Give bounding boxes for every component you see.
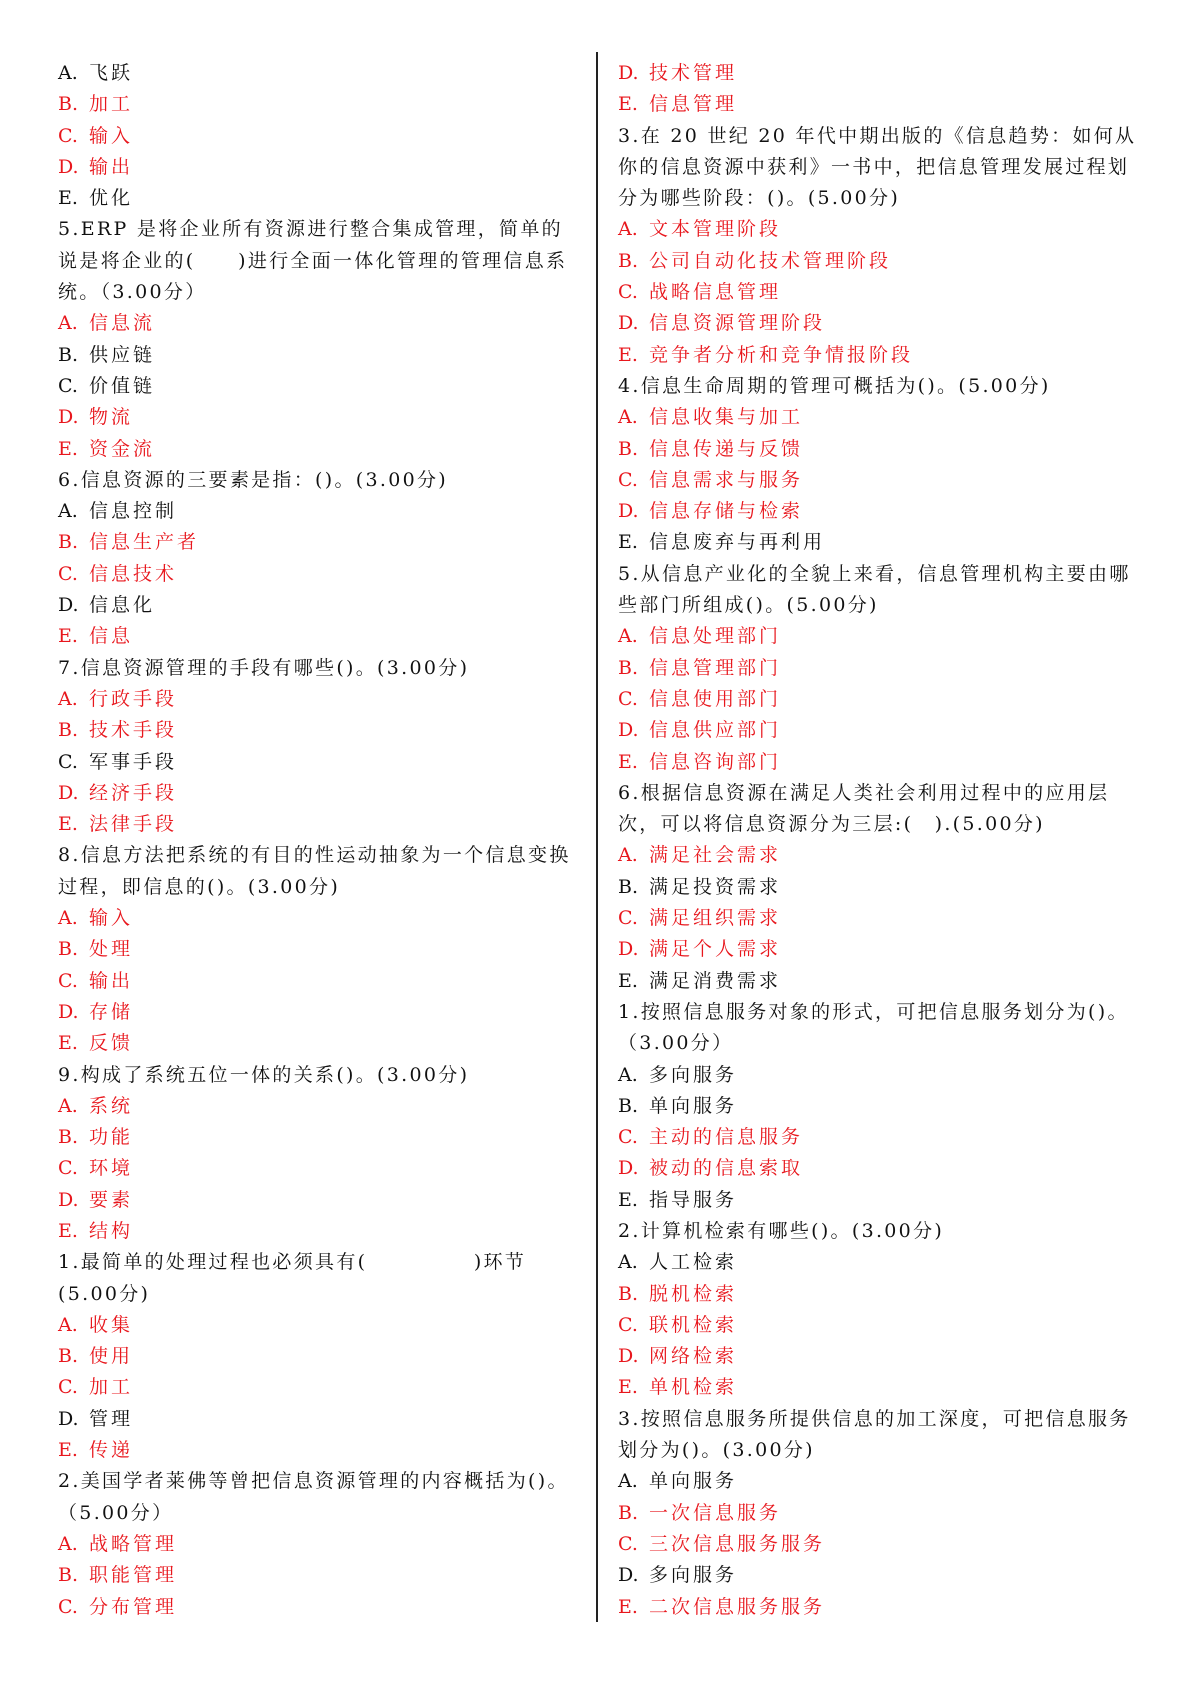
option-letter: E. xyxy=(618,969,638,992)
option xyxy=(618,527,1143,558)
question-text: 8.信息方法把系统的有目的性运动抽象为一个信息变换过程，即信息的()。(3.00分) xyxy=(58,844,571,898)
option-text: 物流 xyxy=(89,406,134,429)
option-text: 满足投资需求 xyxy=(649,875,782,898)
option-letter: A. xyxy=(618,1470,638,1493)
correct-option xyxy=(618,684,1143,715)
option-letter: A. xyxy=(58,1532,78,1555)
option-text: 行政手段 xyxy=(89,687,178,710)
question-text: 7.信息资源管理的手段有哪些()。(3.00分) xyxy=(58,656,470,679)
option-letter: B. xyxy=(58,938,79,961)
option xyxy=(618,1091,1143,1122)
option-text: 一次信息服务 xyxy=(649,1501,782,1524)
option-text: 加工 xyxy=(89,1376,134,1399)
option-text: 信息化 xyxy=(89,594,156,617)
correct-option xyxy=(58,621,583,652)
question-text: 6.根据信息资源在满足人类社会利用过程中的应用层次，可以将信息资源分为三层:( ).(5.00分) xyxy=(618,781,1110,836)
option-letter: E. xyxy=(58,187,78,210)
correct-option xyxy=(618,465,1143,496)
option-letter: A. xyxy=(58,500,78,523)
option-text: 反馈 xyxy=(89,1032,134,1055)
question-text: 3.在 20 世纪 20 年代中期出版的《信息趋势：如何从你的信息资源中获利》一书中，把信息管理发展过程划分为哪些阶段：()。(5.00分) xyxy=(618,124,1137,210)
option-letter: C. xyxy=(58,562,78,585)
option-text: 信息控制 xyxy=(89,500,178,523)
correct-option xyxy=(58,559,583,590)
option-letter: D. xyxy=(58,1188,79,1211)
option-letter: B. xyxy=(618,1094,639,1117)
option-text: 技术手段 xyxy=(89,719,178,742)
option-letter: D. xyxy=(58,155,79,178)
correct-option xyxy=(618,1592,1143,1623)
option-text: 飞跃 xyxy=(89,62,134,84)
option-letter: A. xyxy=(618,1251,638,1274)
option-text: 功能 xyxy=(89,1126,134,1149)
option-letter: D. xyxy=(58,594,79,617)
option xyxy=(618,872,1143,903)
option-letter: D. xyxy=(618,1564,639,1587)
option xyxy=(618,1560,1143,1591)
option-text: 多向服务 xyxy=(649,1564,738,1587)
option-letter: A. xyxy=(618,406,638,429)
option-letter: E. xyxy=(58,625,78,648)
option-text: 军事手段 xyxy=(89,750,178,773)
option-letter: E. xyxy=(618,531,638,554)
option-text: 战略管理 xyxy=(89,1532,178,1555)
correct-option xyxy=(58,809,583,840)
correct-option xyxy=(58,1560,583,1591)
option-letter: C. xyxy=(618,1126,638,1149)
correct-option xyxy=(618,1122,1143,1153)
option-letter: A. xyxy=(58,62,78,84)
option-text: 文本管理阶段 xyxy=(649,218,782,241)
option-text: 信息管理部门 xyxy=(649,656,782,679)
option-text: 输入 xyxy=(89,907,134,930)
option-letter: E. xyxy=(618,1595,638,1618)
option-letter: B. xyxy=(58,93,79,116)
option-letter: A. xyxy=(58,1094,78,1117)
option-text: 输出 xyxy=(89,155,134,178)
option-letter: B. xyxy=(618,437,639,460)
option-letter: C. xyxy=(618,281,638,304)
correct-option xyxy=(618,308,1143,339)
option-text: 信息使用部门 xyxy=(649,687,782,710)
option-letter: A. xyxy=(618,625,638,648)
option-text: 环境 xyxy=(89,1157,134,1180)
option-letter: C. xyxy=(58,374,78,397)
option-letter: D. xyxy=(58,1000,79,1023)
correct-option xyxy=(618,214,1143,245)
option-text: 加工 xyxy=(89,93,134,116)
option-text: 三次信息服务服务 xyxy=(649,1532,826,1555)
option-text: 信息废弃与再利用 xyxy=(649,531,826,554)
option-letter: D. xyxy=(58,781,79,804)
option-text: 二次信息服务服务 xyxy=(649,1595,826,1618)
option xyxy=(618,1466,1143,1497)
option-text: 竞争者分析和竞争情报阶段 xyxy=(649,343,914,366)
correct-option xyxy=(618,1310,1143,1341)
correct-option xyxy=(618,1153,1143,1184)
correct-option xyxy=(58,1341,583,1372)
option-letter: A. xyxy=(618,218,638,241)
option-letter: D. xyxy=(618,719,639,742)
correct-option xyxy=(58,715,583,746)
correct-option xyxy=(618,1529,1143,1560)
option-letter: B. xyxy=(58,531,79,554)
option-text: 职能管理 xyxy=(89,1564,178,1587)
correct-option xyxy=(618,340,1143,371)
correct-option xyxy=(58,1435,583,1466)
option xyxy=(58,590,583,621)
left-column xyxy=(58,58,583,1623)
option-letter: D. xyxy=(618,62,639,84)
correct-option xyxy=(618,1341,1143,1372)
correct-option xyxy=(58,1028,583,1059)
option-letter: E. xyxy=(58,1439,78,1462)
question-text: 2.计算机检索有哪些()。(3.00分) xyxy=(618,1219,945,1242)
question-text: 6.信息资源的三要素是指：()。(3.00分) xyxy=(58,468,448,491)
option-letter: E. xyxy=(58,813,78,836)
option-text: 脱机检索 xyxy=(649,1282,738,1305)
option-text: 输出 xyxy=(89,969,134,992)
option-letter: A. xyxy=(58,907,78,930)
option-text: 公司自动化技术管理阶段 xyxy=(649,249,892,272)
question-text: 9.构成了系统五位一体的关系()。(3.00分) xyxy=(58,1063,470,1086)
correct-option xyxy=(618,1372,1143,1403)
option-text: 使用 xyxy=(89,1345,134,1368)
option xyxy=(618,966,1143,997)
option-letter: D. xyxy=(58,1407,79,1430)
correct-option xyxy=(618,402,1143,433)
correct-option xyxy=(58,1185,583,1216)
column-divider xyxy=(596,52,598,1622)
option-text: 存储 xyxy=(89,1000,134,1023)
correct-option xyxy=(618,58,1143,89)
option-letter: D. xyxy=(618,500,639,523)
option-text: 信息技术 xyxy=(89,562,178,585)
option-text: 满足消费需求 xyxy=(649,969,782,992)
option-text: 传递 xyxy=(89,1439,134,1462)
option-letter: B. xyxy=(58,1345,79,1368)
correct-option xyxy=(58,903,583,934)
correct-option xyxy=(58,527,583,558)
option xyxy=(58,747,583,778)
option-letter: C. xyxy=(58,1595,78,1618)
question-text: 3.按照信息服务所提供信息的加工深度，可把信息服务划分为()。(3.00分) xyxy=(618,1407,1131,1462)
option-text: 管理 xyxy=(89,1407,134,1430)
option-letter: D. xyxy=(58,406,79,429)
option-text: 系统 xyxy=(89,1094,134,1117)
option-letter: A. xyxy=(618,844,638,867)
option-text: 信息存储与检索 xyxy=(649,500,804,523)
correct-option xyxy=(58,966,583,997)
option-letter: E. xyxy=(618,93,638,116)
correct-option xyxy=(58,152,583,183)
option-letter: C. xyxy=(58,1157,78,1180)
option-letter: E. xyxy=(58,1219,78,1242)
option-text: 满足社会需求 xyxy=(649,844,782,867)
option-letter: C. xyxy=(618,1313,638,1336)
option xyxy=(58,183,583,214)
correct-option xyxy=(58,121,583,152)
option-text: 分布管理 xyxy=(89,1595,178,1618)
option-text: 价值链 xyxy=(89,374,156,397)
correct-option xyxy=(58,1091,583,1122)
option-text: 信息需求与服务 xyxy=(649,468,804,491)
option-text: 处理 xyxy=(89,938,134,961)
correct-option xyxy=(58,89,583,120)
option-letter: A. xyxy=(58,312,78,335)
option-letter: D. xyxy=(618,938,639,961)
option-letter: C. xyxy=(618,468,638,491)
correct-option xyxy=(618,653,1143,684)
option-text: 单向服务 xyxy=(649,1094,738,1117)
option xyxy=(58,1404,583,1435)
option-text: 网络检索 xyxy=(649,1345,738,1368)
option xyxy=(58,371,583,402)
correct-option xyxy=(58,1216,583,1247)
question-text: 2.美国学者莱佛等曾把信息资源管理的内容概括为()。（5.00分） xyxy=(58,1470,569,1524)
option-letter: C. xyxy=(58,1376,78,1399)
option-letter: D. xyxy=(618,1157,639,1180)
option-letter: E. xyxy=(618,343,638,366)
option-text: 经济手段 xyxy=(89,781,178,804)
correct-option xyxy=(618,434,1143,465)
option-text: 满足个人需求 xyxy=(649,938,782,961)
correct-option xyxy=(58,1122,583,1153)
option-letter: B. xyxy=(58,343,79,366)
question-text: 1.最简单的处理过程也必须具有( )环节(5.00分) xyxy=(58,1251,527,1305)
option-letter: C. xyxy=(618,1532,638,1555)
option-letter: B. xyxy=(58,719,79,742)
correct-option xyxy=(618,277,1143,308)
option-text: 联机检索 xyxy=(649,1313,738,1336)
correct-option xyxy=(58,684,583,715)
option-letter: C. xyxy=(58,750,78,773)
correct-option xyxy=(58,934,583,965)
correct-option xyxy=(618,89,1143,120)
option-text: 指导服务 xyxy=(649,1188,738,1211)
option-text: 优化 xyxy=(89,187,134,210)
option-letter: A. xyxy=(618,1063,638,1086)
option-text: 主动的信息服务 xyxy=(649,1126,804,1149)
option-text: 信息流 xyxy=(89,312,156,335)
option-text: 单机检索 xyxy=(649,1376,738,1399)
option-text: 多向服务 xyxy=(649,1063,738,1086)
right-column xyxy=(618,58,1143,1623)
correct-option xyxy=(618,1498,1143,1529)
correct-option xyxy=(618,934,1143,965)
option-text: 单向服务 xyxy=(649,1470,738,1493)
option-text: 结构 xyxy=(89,1219,134,1242)
option-letter: D. xyxy=(618,1345,639,1368)
option-text: 资金流 xyxy=(89,437,156,460)
option-text: 满足组织需求 xyxy=(649,907,782,930)
correct-option xyxy=(618,903,1143,934)
correct-option xyxy=(58,1592,583,1623)
correct-option xyxy=(58,1310,583,1341)
option-text: 信息资源管理阶段 xyxy=(649,312,826,335)
correct-option xyxy=(618,715,1143,746)
option-text: 收集 xyxy=(89,1313,134,1336)
question-text: 5.从信息产业化的全貌上来看，信息管理机构主要由哪些部门所组成()。(5.00分) xyxy=(618,562,1131,617)
option-text: 信息传递与反馈 xyxy=(649,437,804,460)
option xyxy=(58,496,583,527)
option xyxy=(58,58,583,89)
correct-option xyxy=(58,997,583,1028)
option-letter: B. xyxy=(618,249,639,272)
question-text: 1.按照信息服务对象的形式，可把信息服务划分为()。（3.00分） xyxy=(618,1000,1129,1055)
option-text: 战略信息管理 xyxy=(649,281,782,304)
correct-option xyxy=(618,840,1143,871)
option-letter: B. xyxy=(618,1282,639,1305)
question-text: 5.ERP 是将企业所有资源进行整合集成管理，简单的说是将企业的( )进行全面一体化管理的管理信息系统。（3.00分） xyxy=(58,218,568,304)
option-letter: C. xyxy=(58,124,78,147)
correct-option xyxy=(58,1153,583,1184)
option-letter: E. xyxy=(618,750,638,773)
option-text: 信息生产者 xyxy=(89,531,200,554)
correct-option xyxy=(618,747,1143,778)
correct-option xyxy=(58,1529,583,1560)
option-text: 人工检索 xyxy=(649,1251,738,1274)
option-letter: D. xyxy=(618,312,639,335)
correct-option xyxy=(58,308,583,339)
option-text: 信息供应部门 xyxy=(649,719,782,742)
correct-option xyxy=(58,778,583,809)
option-letter: C. xyxy=(618,907,638,930)
option-text: 输入 xyxy=(89,124,134,147)
option-letter: E. xyxy=(58,437,78,460)
option-text: 信息 xyxy=(89,625,134,648)
option-letter: B. xyxy=(618,875,639,898)
option-text: 供应链 xyxy=(89,343,156,366)
option-letter: B. xyxy=(618,1501,639,1524)
option xyxy=(618,1060,1143,1091)
option-text: 信息处理部门 xyxy=(649,625,782,648)
option-letter: C. xyxy=(618,687,638,710)
option-text: 信息收集与加工 xyxy=(649,406,804,429)
correct-option xyxy=(618,246,1143,277)
option-letter: B. xyxy=(58,1564,79,1587)
option-letter: E. xyxy=(618,1376,638,1399)
option-letter: A. xyxy=(58,687,78,710)
correct-option xyxy=(618,496,1143,527)
option xyxy=(618,1247,1143,1278)
option-letter: E. xyxy=(618,1188,638,1211)
option-letter: A. xyxy=(58,1313,78,1336)
option-text: 法律手段 xyxy=(89,813,178,836)
option-letter: B. xyxy=(618,656,639,679)
question-text: 4.信息生命周期的管理可概括为()。(5.00分) xyxy=(618,374,1051,397)
option-text: 技术管理 xyxy=(649,62,738,84)
correct-option xyxy=(58,402,583,433)
option-letter: C. xyxy=(58,969,78,992)
option-letter: E. xyxy=(58,1032,78,1055)
option-text: 信息管理 xyxy=(649,93,738,116)
correct-option xyxy=(618,621,1143,652)
option-text: 要素 xyxy=(89,1188,134,1211)
option xyxy=(618,1185,1143,1216)
option-letter: B. xyxy=(58,1126,79,1149)
option-text: 被动的信息索取 xyxy=(649,1157,804,1180)
correct-option xyxy=(58,1372,583,1403)
correct-option xyxy=(58,434,583,465)
correct-option xyxy=(618,1279,1143,1310)
option-text: 信息咨询部门 xyxy=(649,750,782,773)
option xyxy=(58,340,583,371)
